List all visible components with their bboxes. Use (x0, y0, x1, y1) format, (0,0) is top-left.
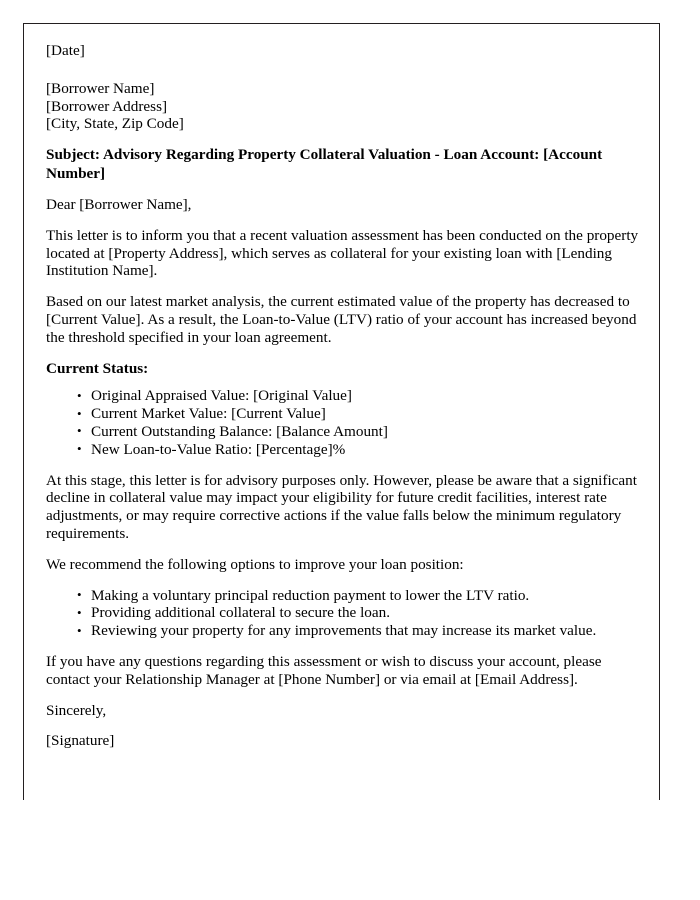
recommendations-list (46, 587, 640, 640)
closing-valediction: Sincerely, (46, 701, 107, 719)
list-item: • Original Appraised Value: [Original Value] (91, 387, 640, 405)
paragraph-analysis: Based on our latest market analysis, the current estimated value of the property has decreased to [Current Value]. As a result, the Loan-to-Value (LTV) ratio of your account has increased beyond the threshold specified in your loan agreement. (46, 293, 637, 346)
recipient-address: [Borrower Address] (46, 97, 168, 115)
list-item: • New Loan-to-Value Ratio: [Percentage]% (91, 441, 640, 459)
date-line: [Date] (46, 42, 85, 59)
list-item: • Reviewing your property for any improvements that may increase its market value. (91, 622, 640, 640)
subject-line: Subject: Advisory Regarding Property Collateral Valuation - Loan Account: [Account Number] (46, 146, 603, 182)
signature-placeholder: [Signature] (46, 732, 115, 750)
document-page (23, 23, 660, 800)
salutation: Dear [Borrower Name], (46, 196, 192, 213)
paragraph-recommend-intro: We recommend the following options to improve your loan position: (46, 555, 464, 573)
current-status-list (46, 387, 640, 458)
list-item: • Current Outstanding Balance: [Balance Amount] (91, 423, 640, 441)
letter-body (46, 42, 640, 750)
paragraph-intro: This letter is to inform you that a recent valuation assessment has been conducted on the property located at [Property Address], which serves as collateral for your existing loan with [Lending Institution Name]. (46, 226, 639, 280)
list-item: • Making a voluntary principal reduction payment to lower the LTV ratio. (91, 587, 640, 605)
list-item: • Providing additional collateral to secure the loan. (91, 604, 640, 622)
current-status-heading: Current Status: (46, 359, 149, 377)
paragraph-contact: If you have any questions regarding this assessment or wish to discuss your account, please contact your Relationship Manager at [Phone Number] or via email at [Email Address]. (46, 652, 602, 688)
recipient-city-state-zip: [City, State, Zip Code] (46, 115, 184, 133)
paragraph-advisory-notice: At this stage, this letter is for advisory purposes only. However, please be aware that a significant decline in collateral value may impact your eligibility for future credit facilities, interest rate adjustments, or may require corrective actions if the value falls below the minimum regulatory requirements. (46, 471, 637, 542)
recipient-address-block (46, 80, 640, 133)
recipient-name: [Borrower Name] (46, 79, 155, 97)
list-item: • Current Market Value: [Current Value] (91, 405, 640, 423)
